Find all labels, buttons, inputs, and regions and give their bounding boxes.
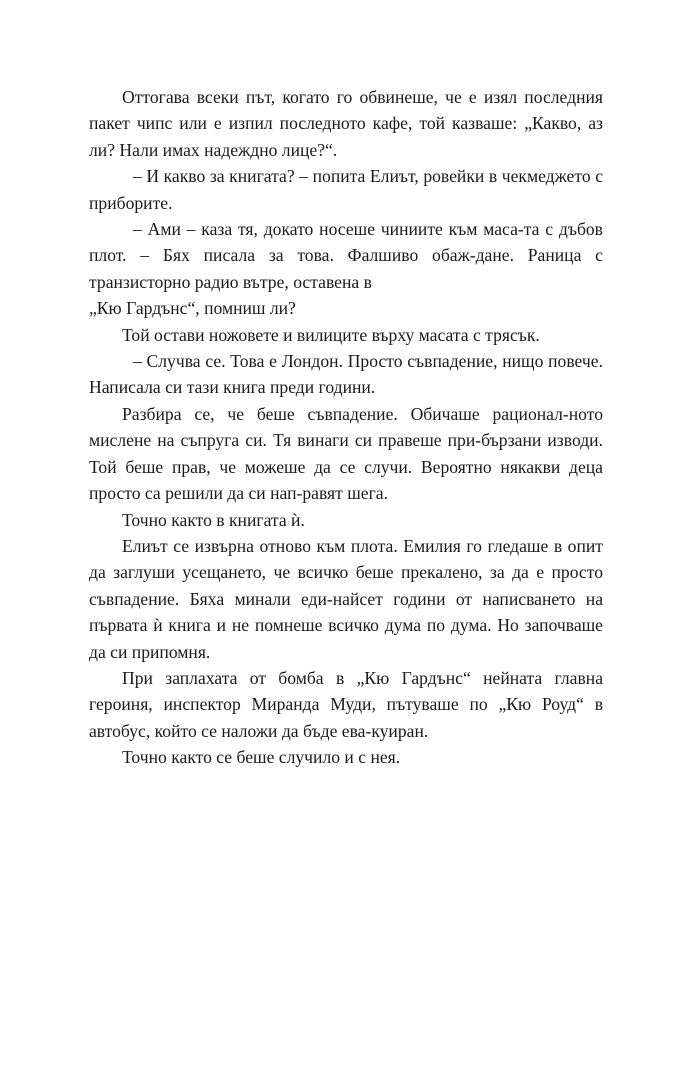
paragraph: Разбира се, че беше съвпадение. Обичаше рационал-ното мислене на съпруга си. Тя винаги си правеше при-бързани изводи. Той беше прав, че можеше да се случи. Вероятно някакви деца просто са решили да си нап-равят шега. <box>89 403 603 504</box>
paragraph-continuation: „Кю Гардънс“, помниш ли? <box>89 298 296 319</box>
paragraph: При заплахата от бомба в „Кю Гардънс“ нейната главна героиня, инспектор Миранда Муди, пътуваше по „Кю Роуд“ в автобус, който се наложи да бъде ева-куиран. <box>89 667 603 741</box>
paragraph: Оттогава всеки път, когато го обвинеше, че е изял последния пакет чипс или е изпил последното кафе, той казваше: „Какво, аз ли? Нали имах надеждно лице?“. <box>89 87 603 160</box>
paragraph: Точно както в книгата ѝ. <box>122 509 305 530</box>
paragraph: Точно както се беше случило и с нея. <box>122 747 401 768</box>
paragraph: Елиът се извърна отново към плота. Емилия го гледаше в опит да заглуши усещането, че всичко беше прекалено, за да е просто съвпадение. Бяха минали еди-найсет години от написването на първата ѝ книга и не помнеше всичко дума по дума. Но започваше да си припомня. <box>89 535 603 662</box>
dialogue-paragraph: – И какво за книгата? – попита Елиът, ровейки в чекмеджето с приборите. <box>89 166 603 213</box>
dialogue-paragraph: – Случва се. Това е Лондон. Просто съвпадение, нищо повече. Написала си тази книга преди години. <box>89 351 603 398</box>
book-page <box>89 84 603 771</box>
paragraph: Той остави ножовете и вилиците върху масата с трясък. <box>122 324 540 345</box>
dialogue-paragraph: – Ами – каза тя, докато носеше чиниите към маса-та с дъбов плот. – Бях писала за това. Фалшиво обаж-дане. Раница с транзисторно радио вътре, оставена в <box>89 219 603 292</box>
